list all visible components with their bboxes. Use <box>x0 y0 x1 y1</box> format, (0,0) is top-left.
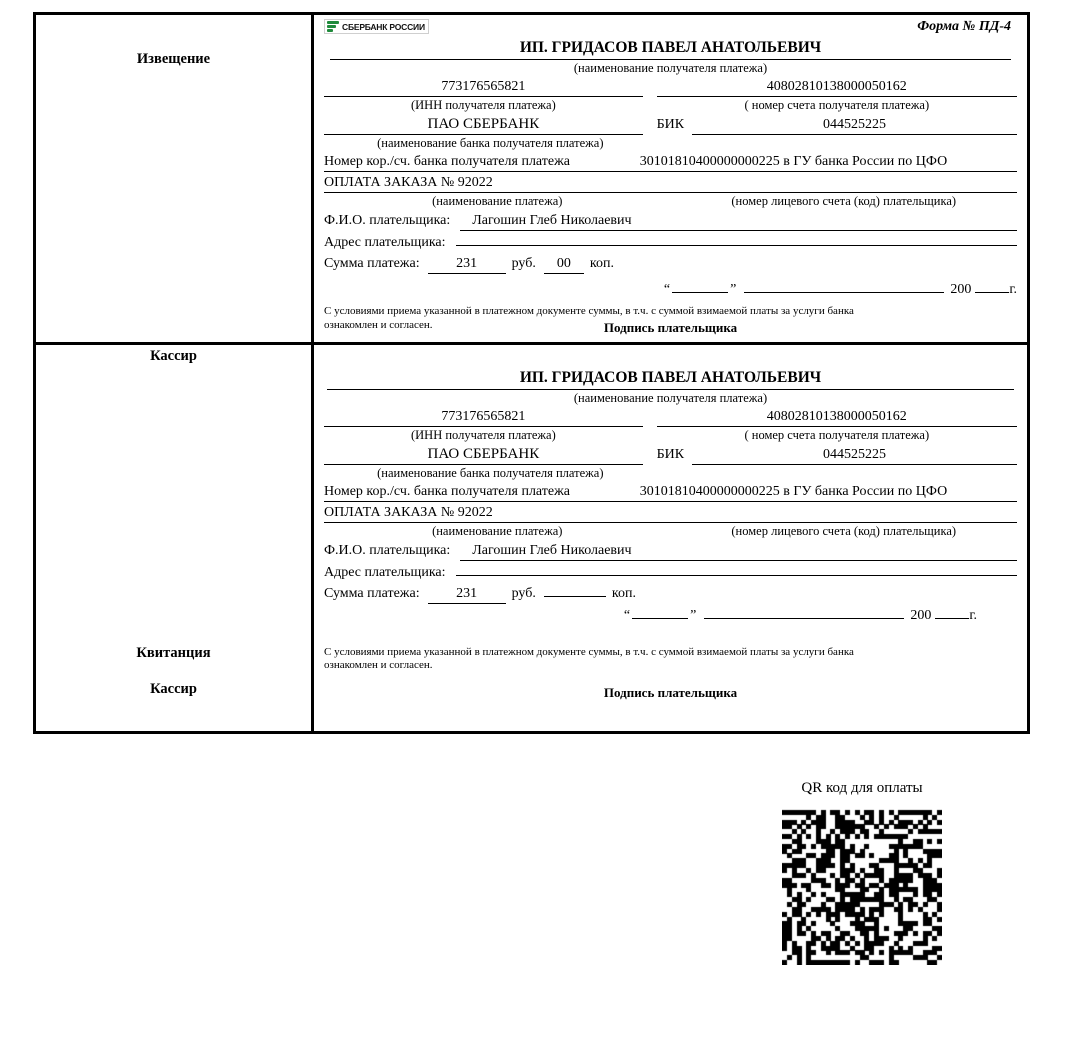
signature-label-bottom: Подпись плательщика <box>603 685 738 700</box>
notice-right-column <box>314 15 1027 342</box>
inn-account-row-bottom <box>324 409 1017 443</box>
bik-label-bottom: БИК <box>656 446 685 462</box>
qr-block <box>762 780 962 970</box>
purpose-captions-top <box>324 193 1017 209</box>
payer-address-label-top: Адрес плательщика: <box>324 235 446 250</box>
bank-bik-row-bottom <box>324 446 1017 465</box>
signature-label-top: Подпись плательщика <box>603 319 738 335</box>
sum-rub-value-top[interactable]: 231 <box>428 256 506 274</box>
payer-fio-value-top[interactable]: Лагошин Глеб Николаевич <box>460 213 1017 231</box>
notice-title: Извещение <box>136 51 211 67</box>
purpose-caption-bottom: (наименование платежа) <box>432 523 563 538</box>
bank-name-caption-bottom: (наименование банка получателя платежа) <box>377 465 604 480</box>
quote-close-top: ” <box>730 282 737 297</box>
inn-cell-top <box>324 79 643 113</box>
bank-name-cell-bottom <box>324 446 643 465</box>
bik-cell-bottom <box>657 447 1017 465</box>
year-suffix-top: г. <box>1009 282 1017 297</box>
quote-close-bottom: ” <box>690 607 697 623</box>
terms-line1-bottom: С условиями приема указанной в платежном документе суммы, в т.ч. с суммой взимаемой платы за услуги банка <box>324 645 854 658</box>
receipt-cashier-title: Кассир <box>150 680 197 697</box>
notice-cashier-title: Кассир <box>150 348 197 364</box>
notice-header <box>324 19 1017 37</box>
corr-account-row-bottom <box>324 484 1017 502</box>
bank-name-value-top: ПАО СБЕРБАНК <box>324 116 643 135</box>
sum-kop-value-bottom[interactable] <box>544 595 606 597</box>
account-caption-top: ( номер счета получателя платежа) <box>744 98 930 112</box>
corr-account-value-top: 30101810400000000225 в ГУ банка России по ЦФО <box>639 154 948 169</box>
receipt-left-column <box>36 345 314 732</box>
receipt-half <box>36 345 1027 732</box>
payer-address-value-bottom[interactable] <box>456 574 1017 576</box>
payee-name-bottom: ИП. ГРИДАСОВ ПАВЕЛ АНАТОЛЬЕВИЧ <box>327 369 1014 390</box>
sberbank-logo-text: СБЕРБАНК РОССИИ <box>342 21 425 32</box>
bik-value-top: 044525225 <box>692 117 1017 135</box>
inn-cell-bottom <box>324 409 643 443</box>
sum-rub-value-bottom[interactable]: 231 <box>428 586 506 604</box>
terms-line2-bottom: ознакомлен и согласен. <box>324 659 433 672</box>
notice-left-column <box>36 15 314 364</box>
rub-word-bottom: руб. <box>511 585 536 601</box>
inn-value-bottom: 773176565821 <box>324 409 643 427</box>
sum-label-bottom: Сумма платежа: <box>324 585 420 601</box>
payer-fio-row-bottom <box>324 543 1017 561</box>
inn-account-row-top <box>324 79 1017 113</box>
sum-row-bottom <box>324 586 1017 604</box>
payer-address-label-bottom: Адрес плательщика: <box>324 564 446 580</box>
corr-account-label-bottom: Номер кор./сч. банка получателя платежа <box>324 483 570 499</box>
payee-name-caption-bottom: (наименование получателя платежа) <box>573 390 768 405</box>
month-field-bottom[interactable] <box>704 618 904 619</box>
payer-fio-value-bottom[interactable]: Лагошин Глеб Николаевич <box>460 543 1017 561</box>
sum-label-top: Сумма платежа: <box>324 256 420 271</box>
year-field-top[interactable] <box>975 292 1009 293</box>
receipt-title: Квитанция <box>136 644 211 661</box>
personal-account-caption-bottom: (номер лицевого счета (код) плательщика) <box>731 523 957 538</box>
bank-name-caption-top: (наименование банка получателя платежа) <box>377 136 604 150</box>
month-field-top[interactable] <box>744 292 944 293</box>
payee-name-caption-top: (наименование получателя платежа) <box>573 61 768 75</box>
sberbank-logo <box>324 19 429 34</box>
purpose-row-bottom: ОПЛАТА ЗАКАЗА № 92022 <box>324 505 1017 523</box>
kop-word-bottom: коп. <box>611 585 636 601</box>
payment-receipt <box>33 12 1030 734</box>
corr-account-row-top <box>324 154 1017 172</box>
year-prefix-top: 200 <box>950 282 972 297</box>
payer-fio-label-top: Ф.И.О. плательщика: <box>324 213 451 228</box>
quote-open-top: “ <box>663 282 671 297</box>
terms-line2-top: ознакомлен и согласен. <box>324 318 433 331</box>
account-caption-bottom: ( номер счета получателя платежа) <box>744 427 930 442</box>
inn-value-top: 773176565821 <box>324 79 643 97</box>
sum-row-top <box>324 256 1017 274</box>
payer-address-row-bottom <box>324 565 1017 581</box>
year-prefix-bottom: 200 <box>910 607 932 623</box>
payer-fio-label-bottom: Ф.И.О. плательщика: <box>324 542 451 558</box>
qr-code-image <box>782 805 942 965</box>
year-field-bottom[interactable] <box>935 618 969 619</box>
quote-open-bottom: “ <box>623 607 631 623</box>
date-row-bottom <box>324 608 977 624</box>
date-row-top <box>324 282 1017 298</box>
account-value-bottom: 40802810138000050162 <box>657 409 1017 427</box>
bank-bik-row-top <box>324 116 1017 135</box>
qr-title: QR код для оплаты <box>801 780 923 796</box>
account-cell-bottom <box>657 409 1017 443</box>
day-field-bottom[interactable] <box>632 618 688 619</box>
bank-name-cell-top <box>324 116 643 135</box>
account-cell-top <box>657 79 1017 113</box>
year-suffix-bottom: г. <box>969 607 977 623</box>
personal-account-caption-top: (номер лицевого счета (код) плательщика) <box>731 194 957 208</box>
kop-word-top: коп. <box>589 256 614 271</box>
notice-half <box>36 15 1027 364</box>
bik-value-bottom: 044525225 <box>692 447 1017 465</box>
inn-caption-top: (ИНН получателя платежа) <box>410 98 556 112</box>
bik-cell-top <box>657 117 1017 135</box>
account-value-top: 40802810138000050162 <box>657 79 1017 97</box>
day-field-top[interactable] <box>672 292 728 293</box>
payee-name-top: ИП. ГРИДАСОВ ПАВЕЛ АНАТОЛЬЕВИЧ <box>330 39 1011 60</box>
form-number: Форма № ПД-4 <box>917 19 1011 34</box>
terms-line1-top: С условиями приема указанной в платежном документе суммы, в т.ч. с суммой взимаемой платы за услуги банка <box>324 305 854 317</box>
bik-label-top: БИК <box>656 117 685 132</box>
rub-word-top: руб. <box>511 256 536 271</box>
terms-text-bottom <box>324 646 1017 674</box>
bank-name-value-bottom: ПАО СБЕРБАНК <box>324 446 643 465</box>
payer-address-row-top <box>324 235 1017 251</box>
payer-fio-row-top <box>324 213 1017 231</box>
sum-kop-value-top[interactable]: 00 <box>544 256 584 274</box>
corr-account-value-bottom: 30101810400000000225 в ГУ банка России по ЦФО <box>639 483 948 499</box>
payer-address-value-top[interactable] <box>456 244 1017 246</box>
purpose-row-top: ОПЛАТА ЗАКАЗА № 92022 <box>324 175 1017 193</box>
receipt-right-column <box>314 345 1027 732</box>
inn-caption-bottom: (ИНН получателя платежа) <box>410 427 556 442</box>
sberbank-mark-icon <box>327 21 339 32</box>
purpose-captions-bottom <box>324 523 1017 539</box>
purpose-caption-top: (наименование платежа) <box>432 194 563 208</box>
corr-account-label-top: Номер кор./сч. банка получателя платежа <box>324 154 570 169</box>
